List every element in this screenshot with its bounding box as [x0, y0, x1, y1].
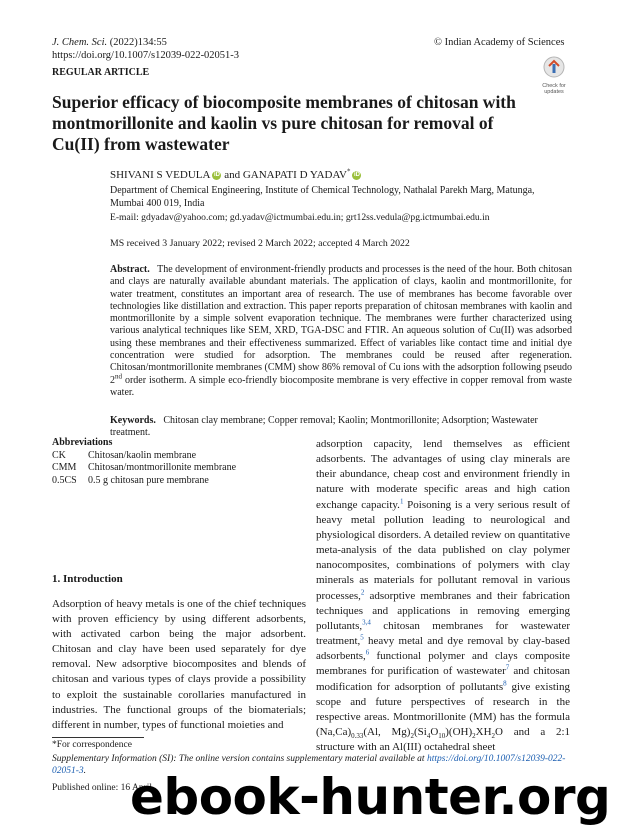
subscript: 2	[410, 732, 414, 741]
abbr-key: 0.5CS	[52, 474, 77, 486]
text-run: and chitosan modification for adsorption of pollutants	[316, 665, 570, 693]
table-row	[52, 475, 236, 488]
subscript: 4	[426, 732, 431, 741]
reference-link[interactable]: 7	[505, 663, 510, 672]
updates-icon	[538, 56, 570, 78]
text-run: (Al, Mg)	[363, 725, 411, 738]
keywords-text: Chitosan clay membrane; Copper removal; Kaolin; Montmorillonite; Adsorption; Wastewater treatment.	[110, 415, 538, 439]
text-run: XH	[475, 725, 492, 738]
abbreviations-heading: Abbreviations	[52, 437, 113, 448]
received-dates: MS received 3 January 2022; revised 2 March 2022; accepted 4 March 2022	[110, 238, 410, 249]
reference-link[interactable]: 5	[360, 633, 364, 642]
author-line	[110, 169, 361, 181]
abbr-key: CMM	[52, 462, 77, 473]
doi-link[interactable]: https://doi.org/10.1007/s12039-022-02051-3	[52, 50, 240, 61]
abstract-label: Abstract.	[110, 264, 150, 275]
abbr-value: Chitosan/kaolin membrane	[88, 449, 197, 461]
keywords-label: Keywords.	[110, 415, 156, 426]
journal-volume: (2022)134:55	[109, 37, 167, 48]
author-1: SHIVANI S VEDULA	[110, 169, 211, 181]
table-row	[52, 450, 236, 463]
footnote-rule	[52, 737, 144, 738]
abbr-value: 0.5 g chitosan pure membrane	[88, 474, 209, 486]
section-heading-introduction: 1. Introduction	[52, 573, 123, 585]
table-row	[52, 462, 236, 475]
journal-name: J. Chem. Sci.	[52, 37, 108, 48]
journal-citation	[52, 36, 167, 49]
abstract-sup: nd	[115, 372, 122, 381]
subscript: 2	[491, 732, 496, 741]
check-for-updates-badge[interactable]	[538, 56, 570, 95]
keywords	[110, 415, 572, 440]
badge-line2: updates	[544, 89, 564, 95]
reference-link[interactable]: 3,4	[362, 618, 371, 627]
text-run: (Si	[413, 725, 427, 738]
text-run: Poisoning is a very serious result of heavy metal pollution leading to neurological and physiological disorders. A detailed review on quantitative meta-analysis of the data published on clay polymer nanocomposites, combinations of polymers with clay minerals as materials for pollutant removal in various processes,	[316, 498, 570, 602]
reference-link[interactable]: 6	[365, 648, 370, 657]
author-conjunction: and	[224, 169, 241, 181]
reference-link[interactable]: 2	[360, 587, 365, 596]
publisher-note: © Indian Academy of Sciences	[434, 37, 565, 48]
article-type: REGULAR ARTICLE	[52, 67, 150, 78]
si-end: .	[83, 766, 87, 776]
orcid-icon[interactable]: iD	[353, 171, 360, 178]
watermark: ebook-hunter.org	[130, 768, 611, 826]
text-run: adsorption capacity, lend themselves as efficient adsorbents. The advantages of using clay minerals are their abundance, cheap cost and environment friendly in nature with moderate specific areas and high cation exchange capacity.	[316, 438, 570, 511]
published-date: Published online: 16 April	[52, 783, 153, 793]
text-run: functional polymer and clays composite membranes for purification of wastewater	[316, 650, 570, 678]
abbr-key: CK	[52, 449, 66, 461]
text-run: give existing scope and future perspectives of research in the respective areas. Montmorillonite (MM) has the formula (Na,Ca)	[316, 680, 570, 738]
paper-title: Superior efficacy of biocomposite membranes of chitosan with montmorillonite and kaolin vs pure chitosan for removal of Cu(II) from wastewater	[52, 92, 516, 154]
subscript: 2	[472, 732, 476, 741]
reference-link[interactable]: 8	[503, 678, 507, 687]
abstract	[110, 264, 572, 399]
badge-line1: Check for	[542, 83, 566, 89]
abbreviations-table	[52, 450, 236, 488]
reference-link[interactable]: 1	[399, 496, 404, 505]
abstract-text-b: order isotherm. A simple eco-friendly biocomposite membrane is very effective in copper removal from waste water.	[110, 374, 572, 398]
correspondence-footnote: *For correspondence	[52, 740, 132, 750]
text-run: O and a 2:1 structure with an Al(III) octahedral sheet	[316, 725, 571, 754]
abbr-value: Chitosan/montmorillonite membrane	[88, 462, 237, 473]
author-2: GANAPATI D YADAV	[242, 169, 347, 181]
text-run: heavy metal and dye removal by clay-based adsorbents,	[316, 635, 570, 663]
correspondence-mark: *	[346, 167, 351, 176]
affiliation: Department of Chemical Engineering, Institute of Chemical Technology, Nathalal Parekh Marg, Matunga, Mumbai 400 019, India	[110, 185, 535, 209]
intro-right-column	[316, 437, 570, 755]
email-addresses: E-mail: gdyadav@yahoo.com; gd.yadav@ictmumbai.edu.in; grt12ss.vedula@pg.ictmumbai.edu.in	[110, 212, 490, 223]
text-run: chitosan membranes for wastewater treatment,	[316, 619, 570, 648]
si-link[interactable]: https://doi.org/10.1007/s12039-022-02051-3	[52, 754, 566, 776]
si-text: Supplementary Information (SI): The online version contains supplementary material available at	[52, 754, 427, 764]
text-run: adsorptive membranes and their fabrication techniques and applications in removing emerging pollutants,	[316, 589, 570, 632]
subscript: 10	[438, 732, 446, 741]
orcid-icon[interactable]: iD	[213, 171, 220, 178]
text-run: O	[430, 725, 439, 738]
abbreviations	[52, 437, 312, 487]
text-run: )(OH)	[445, 725, 473, 738]
subscript: 0.33	[351, 732, 364, 741]
intro-left-column: Adsorption of heavy metals is one of the chief techniques with proven efficiency by using different adsorbents, with activated carbon being the major adsorbent. Chitosan and clay have been used separately for dye removal. New adsorptive biocomposites and blends of chitosan and various types of clays provide a possibility to exploit the sustainable corollaries manufactured in industries. The functional groups of the biomaterials; different in number, types of functional moieties and	[52, 598, 306, 731]
abstract-text-a: The development of environment-friendly products and processes is the need of the hour. Both chitosan and clays are naturally available abundant materials. The application of clays, kaolin and montmorillonite, for water treatment, constitutes an important area of research. The use of membranes has become favorable over technologies like distillation and extraction. This paper reports preparation of chitosan membranes with kaolin and montmorillonite by a simple solvent evaporation technique. The membranes were further characterized using various analytical techniques like SEM, XRD, TGA-DSC and FTIR. An aqueous solution of Cu(II) was adsorbed using these membranes and their effectiveness summarized. Effect of variables like contact time and initial dye concentration were studied for adsorption. The membranes could be reused after regeneration. Chitosan/montmorillonite membranes (CMM) show 86% removal of Cu ions with the adsorption following pseudo 2	[110, 264, 572, 386]
